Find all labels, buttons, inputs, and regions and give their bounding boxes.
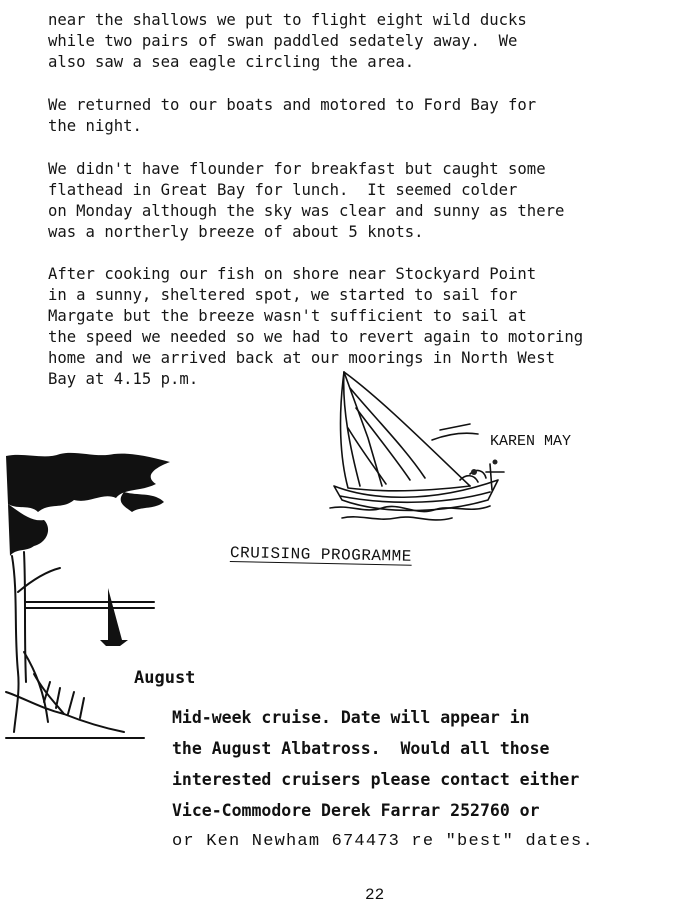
- event-line: Vice-Commodore Derek Farrar 252760 or: [172, 801, 540, 820]
- text-line: while two pairs of swan paddled sedately away. We: [48, 32, 518, 50]
- report-paragraph-2: [48, 95, 536, 137]
- text-line: was a northerly breeze of about 5 knots.: [48, 223, 424, 241]
- month-label: August: [134, 668, 196, 688]
- text-line: in a sunny, sheltered spot, we started to sail for: [48, 286, 518, 304]
- text-line: After cooking our fish on shore near Stockyard Point: [48, 265, 537, 283]
- report-paragraph-1: [48, 10, 527, 73]
- author-signature: KAREN MAY: [490, 433, 572, 450]
- text-line: We didn't have flounder for breakfast but caught some: [48, 160, 546, 178]
- text-line: flathead in Great Bay for lunch. It seemed colder: [48, 181, 518, 199]
- text-line: Margate but the breeze wasn't sufficient to sail at: [48, 307, 527, 325]
- event-line: Mid-week cruise. Date will appear in: [172, 708, 530, 727]
- text-line: We returned to our boats and motored to Ford Bay for: [48, 96, 537, 114]
- text-line: near the shallows we put to flight eight wild ducks: [48, 11, 527, 29]
- text-line: the night.: [48, 117, 142, 135]
- event-line: interested cruisers please contact either: [172, 770, 580, 789]
- event-description: [172, 702, 594, 857]
- text-line: also saw a sea eagle circling the area.: [48, 53, 415, 71]
- event-line: the August Albatross. Would all those: [172, 739, 550, 758]
- report-paragraph-3: [48, 159, 564, 243]
- section-heading: CRUISING PROGRAMME: [229, 544, 412, 566]
- page-number: 22: [365, 886, 385, 904]
- text-line: the speed we needed so we had to revert again to motoring: [48, 328, 584, 346]
- event-line: or Ken Newham 674473 re "best" dates.: [172, 832, 594, 851]
- tree-shoreline-drawing: [4, 452, 174, 742]
- text-line: Bay at 4.15 p.m.: [48, 370, 199, 388]
- text-line: home and we arrived back at our moorings in North West: [48, 349, 555, 367]
- text-line: on Monday although the sky was clear and sunny as there: [48, 202, 565, 220]
